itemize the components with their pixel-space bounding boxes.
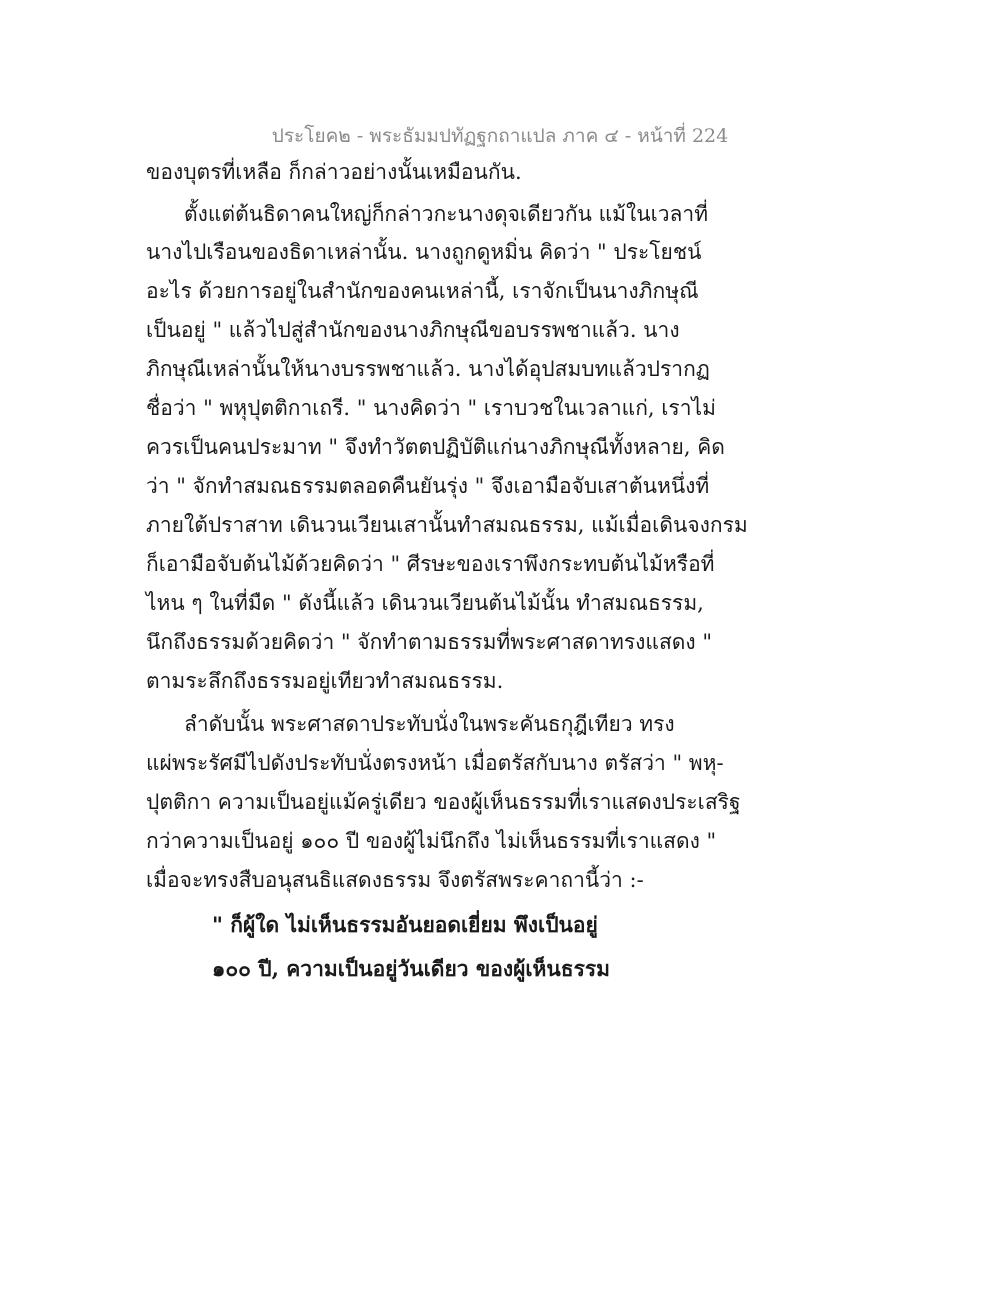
body-line: แผ่พระรัศมีไปดังประทับนั่งตรงหน้า เมื่อตรัสกับนาง ตรัสว่า " พหุ- (146, 751, 724, 775)
body-line: นางไปเรือนของธิดาเหล่านั้น. นางถูกดูหมิ่น คิดว่า " ประโยชน์ (146, 240, 702, 264)
verse-line: " ก็ผู้ใด ไม่เห็นธรรมอันยอดเยี่ยม พึงเป็นอยู่ (212, 912, 598, 937)
body-line: ของบุตรที่เหลือ ก็กล่าวอย่างนั้นเหมือนกัน. (146, 160, 522, 184)
body-line: เมื่อจะทรงสืบอนุสนธิแสดงธรรม จึงตรัสพระคาถานี้ว่า :- (146, 868, 644, 892)
body-line: ลำดับนั้น พระศาสดาประทับนั่งในพระคันธกุฎีเทียว ทรง (184, 712, 675, 736)
body-line: ไหน ๆ ในที่มืด " ดังนี้แล้ว เดินวนเวียนต้นไม้นั้น ทำสมณธรรม, (146, 591, 704, 615)
body-line: เป็นอยู่ " แล้วไปสู่สำนักของนางภิกษุณีขอบรรพชาแล้ว. นาง (146, 318, 680, 342)
body-line: ตั้งแต่ต้นธิดาคนใหญ่ก็กล่าวกะนางดุจเดียวกัน แม้ในเวลาที่ (184, 202, 709, 226)
body-line: ภิกษุณีเหล่านั้นให้นางบรรพชาแล้ว. นางได้อุปสมบทแล้วปรากฏ (146, 357, 710, 381)
verse-line: ๑๐๐ ปี, ความเป็นอยู่วันเดียว ของผู้เห็นธรรม (212, 956, 610, 981)
running-head: ประโยค๒ - พระธัมมปทัฏฐกถาแปล ภาค ๔ - หน้าที่ 224 (271, 125, 729, 147)
body-line: ชื่อว่า " พหุปุตติกาเถรี. " นางคิดว่า " เราบวชในเวลาแก่, เราไม่ (146, 396, 716, 420)
body-line: ภายใต้ปราสาท เดินวนเวียนเสานั้นทำสมณธรรม, แม้เมื่อเดินจงกรม (146, 513, 748, 537)
body-line: ปุตติกา ความเป็นอยู่แม้ครู่เดียว ของผู้เห็นธรรมที่เราแสดงประเสริฐ (146, 790, 741, 814)
body-line: ว่า " จักทำสมณธรรมตลอดคืนยันรุ่ง " จึงเอามือจับเสาต้นหนึ่งที่ (146, 474, 710, 498)
body-line: ตามระลึกถึงธรรมอยู่เทียวทำสมณธรรม. (146, 669, 504, 693)
body-line: อะไร ด้วยการอยู่ในสำนักของคนเหล่านี้, เราจักเป็นนางภิกษุณี (146, 279, 699, 303)
body-line: ควรเป็นคนประมาท " จึงทำวัตตปฏิบัติแก่นางภิกษุณีทั้งหลาย, คิด (146, 435, 725, 459)
body-line: นึกถึงธรรมด้วยคิดว่า " จักทำตามธรรมที่พระศาสดาทรงแสดง " (146, 630, 712, 654)
body-line: กว่าความเป็นอยู่ ๑๐๐ ปี ของผู้ไม่นึกถึง ไม่เห็นธรรมที่เราแสดง " (146, 829, 717, 853)
body-line: ก็เอามือจับต้นไม้ด้วยคิดว่า " ศีรษะของเราพึงกระทบต้นไม้หรือที่ (146, 552, 715, 576)
